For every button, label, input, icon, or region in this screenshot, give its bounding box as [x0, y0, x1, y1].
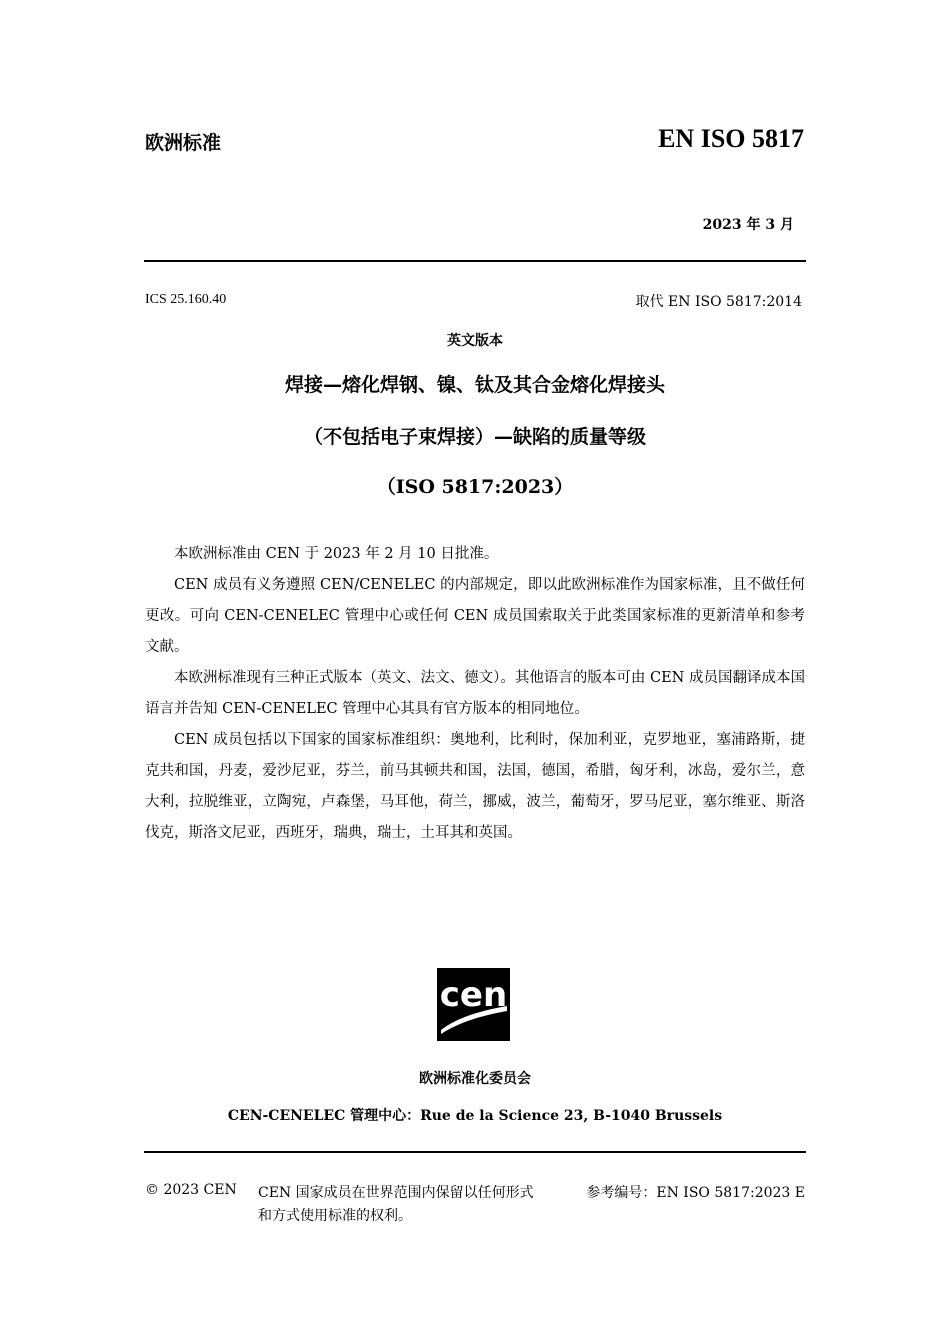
title-line-2: （不包括电子束焊接）—缺陷的质量等级 — [303, 426, 646, 448]
standard-label: 欧洲标准 — [145, 132, 222, 154]
cen-logo-text: cen — [439, 975, 508, 1015]
reference-number: 参考编号：EN ISO 5817:2023 E — [586, 1185, 805, 1201]
organization-address: CEN-CENELEC 管理中心：Rue de la Science 23, B-1040 Brussels — [227, 1108, 723, 1124]
rights-statement: CEN 国家成员在世界范围内保留以任何形式和方式使用标准的权利。 — [258, 1185, 534, 1224]
cen-logo-icon — [437, 968, 510, 1041]
ics-code: ICS 25.160.40 — [145, 292, 227, 307]
supersedes-note: 取代 EN ISO 5817:2014 — [635, 294, 802, 310]
title-line-1: 焊接—熔化焊钢、镍、钛及其合金熔化焊接头 — [284, 374, 665, 396]
standard-number: EN ISO 5817 — [658, 124, 804, 153]
copyright-notice: © 2023 CEN — [145, 1182, 237, 1198]
version-label: 英文版本 — [447, 333, 503, 349]
title-line-3: （ISO 5817:2023） — [376, 476, 574, 498]
bottom-divider — [144, 1151, 806, 1153]
members-paragraph: CEN 成员包括以下国家的国家标准组织：奥地利，比利时，保加利亚，克罗地亚，塞浦路斯，捷克共和国，丹麦，爱沙尼亚，芬兰，前马其顿共和国，法国，德国，希腊，匈牙利，冰岛，爱尔兰，意大利，拉脱维亚，立陶宛，卢森堡，马耳他，荷兰，挪威，波兰，葡萄牙，罗马尼亚，塞尔维亚、斯洛伐克，斯洛文尼亚，西班牙，瑞典，瑞士，土耳其和英国。 — [145, 732, 805, 841]
publication-date: 2023 年 3 月 — [702, 217, 794, 233]
obligation-paragraph: CEN 成员有义务遵照 CEN/CENELEC 的内部规定，即以此欧洲标准作为国家标准，且不做任何更改。可向 CEN-CENELEC 管理中心或任何 CEN 成员国索取关于此类国家标准的更新清单和参考文献。 — [145, 577, 805, 655]
body-text — [145, 539, 805, 849]
approval-paragraph: 本欧洲标准由 CEN 于 2023 年 2 月 10 日批准。 — [174, 546, 499, 562]
versions-paragraph: 本欧洲标准现有三种正式版本（英文、法文、德文）。其他语言的版本可由 CEN 成员国翻译成本国语言并告知 CEN-CENELEC 管理中心其具有官方版本的相同地位。 — [145, 670, 805, 717]
top-divider — [144, 260, 806, 262]
organization-name: 欧洲标准化委员会 — [419, 1071, 531, 1087]
